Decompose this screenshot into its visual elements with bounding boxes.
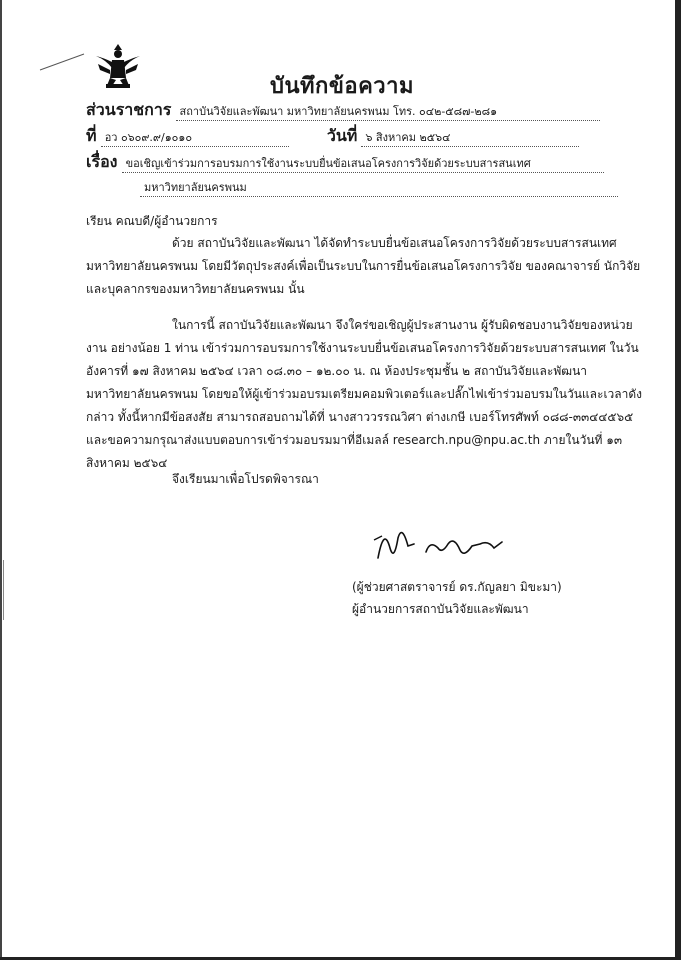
number-label: ที่ <box>86 126 97 145</box>
subject-row-continued <box>140 178 618 197</box>
subject-row <box>86 150 604 175</box>
garuda-emblem-icon <box>92 40 144 92</box>
salutation: เรียน คณบดี/ผู้อำนวยการ <box>86 214 218 228</box>
body-paragraph-2-text: ในการนี้ สถาบันวิจัยและพัฒนา จึงใคร่ขอเชิญผู้ประสานงาน ผู้รับผิดชอบงานวิจัยของหน่วยงาน อย่างน้อย 1 ท่าน เข้าร่วมการอบรมการใช้งานระบบยื่นข้อเสนอโครงการวิจัยด้วยระบบสารสนเทศ ในวันอังคารที่ ๑๗ สิงหาคม ๒๕๖๔ เวลา ๐๘.๓๐ – ๑๒.๐๐ น. ณ ห้องประชุมชั้น ๒ สถาบันวิจัยและพัฒนา มหาวิทยาลัยนครพนม โดยขอให้ผู้เข้าร่วมอบรมเตรียมคอมพิวเตอร์และปลั๊กไฟเข้าร่วมอบรมในวันและเวลาดังกล่าว ทั้งนี้หากมีข้อสงสัย สามารถสอบถามได้ที่ นางสาววรรณวิศา ต่างเกษี เบอร์โทรศัพท์ ๐๘๘-๓๓๔๔๕๖๕ และขอความกรุณาส่งแบบตอบการเข้าร่วมอบรมมาที่อีเมลล์ research.npu@npu.ac.th ภายในวันที่ ๑๓ สิงหาคม ๒๕๖๔ <box>86 318 643 470</box>
body-paragraph-2 <box>86 314 646 475</box>
department-row <box>86 98 600 123</box>
handwritten-signature <box>368 518 518 570</box>
date-label: วันที่ <box>326 126 358 145</box>
department-value: สถาบันวิจัยและพัฒนา มหาวิทยาลัยนครพนม โทร. ๐๔๒-๕๘๗-๒๘๑ <box>176 102 600 121</box>
subject-value-line2: มหาวิทยาลัยนครพนม <box>140 178 618 197</box>
body-paragraph-1-text: ด้วย สถาบันวิจัยและพัฒนา ได้จัดทำระบบยื่นข้อเสนอโครงการวิจัยด้วยระบบสารสนเทศ มหาวิทยาลัยนครพนม โดยมีวัตถุประสงค์เพื่อเป็นระบบในการยื่นข้อเสนอโครงการวิจัย ของคณาจารย์ นักวิจัย และบุคลากรของมหาวิทยาลัยนครพนม นั้น <box>86 236 641 296</box>
closing-line: จึงเรียนมาเพื่อโปรดพิจารณา <box>172 472 319 486</box>
scan-border-right <box>675 0 681 960</box>
department-label: ส่วนราชการ <box>86 100 172 119</box>
body-paragraph-1 <box>86 232 646 301</box>
scan-border-left <box>0 0 2 960</box>
subject-value-line1: ขอเชิญเข้าร่วมการอบรมการใช้งานระบบยื่นข้อเสนอโครงการวิจัยด้วยระบบสารสนเทศ <box>122 154 604 173</box>
date-value: ๖ สิงหาคม ๒๕๖๔ <box>361 128 579 147</box>
memo-title: บันทึกข้อความ <box>270 74 415 99</box>
subject-label: เรื่อง <box>86 152 118 171</box>
pen-stroke-mark <box>38 52 88 72</box>
page-crease <box>3 560 4 620</box>
number-value: อว ๐๖๐๙.๙/๑๐๑๐ <box>101 128 289 147</box>
number-date-row <box>86 124 579 149</box>
signer-position: ผู้อำนวยการสถาบันวิจัยและพัฒนา <box>352 602 529 616</box>
signer-name: (ผู้ช่วยศาสตราจารย์ ดร.กัญลยา มิขะมา) <box>352 580 562 594</box>
